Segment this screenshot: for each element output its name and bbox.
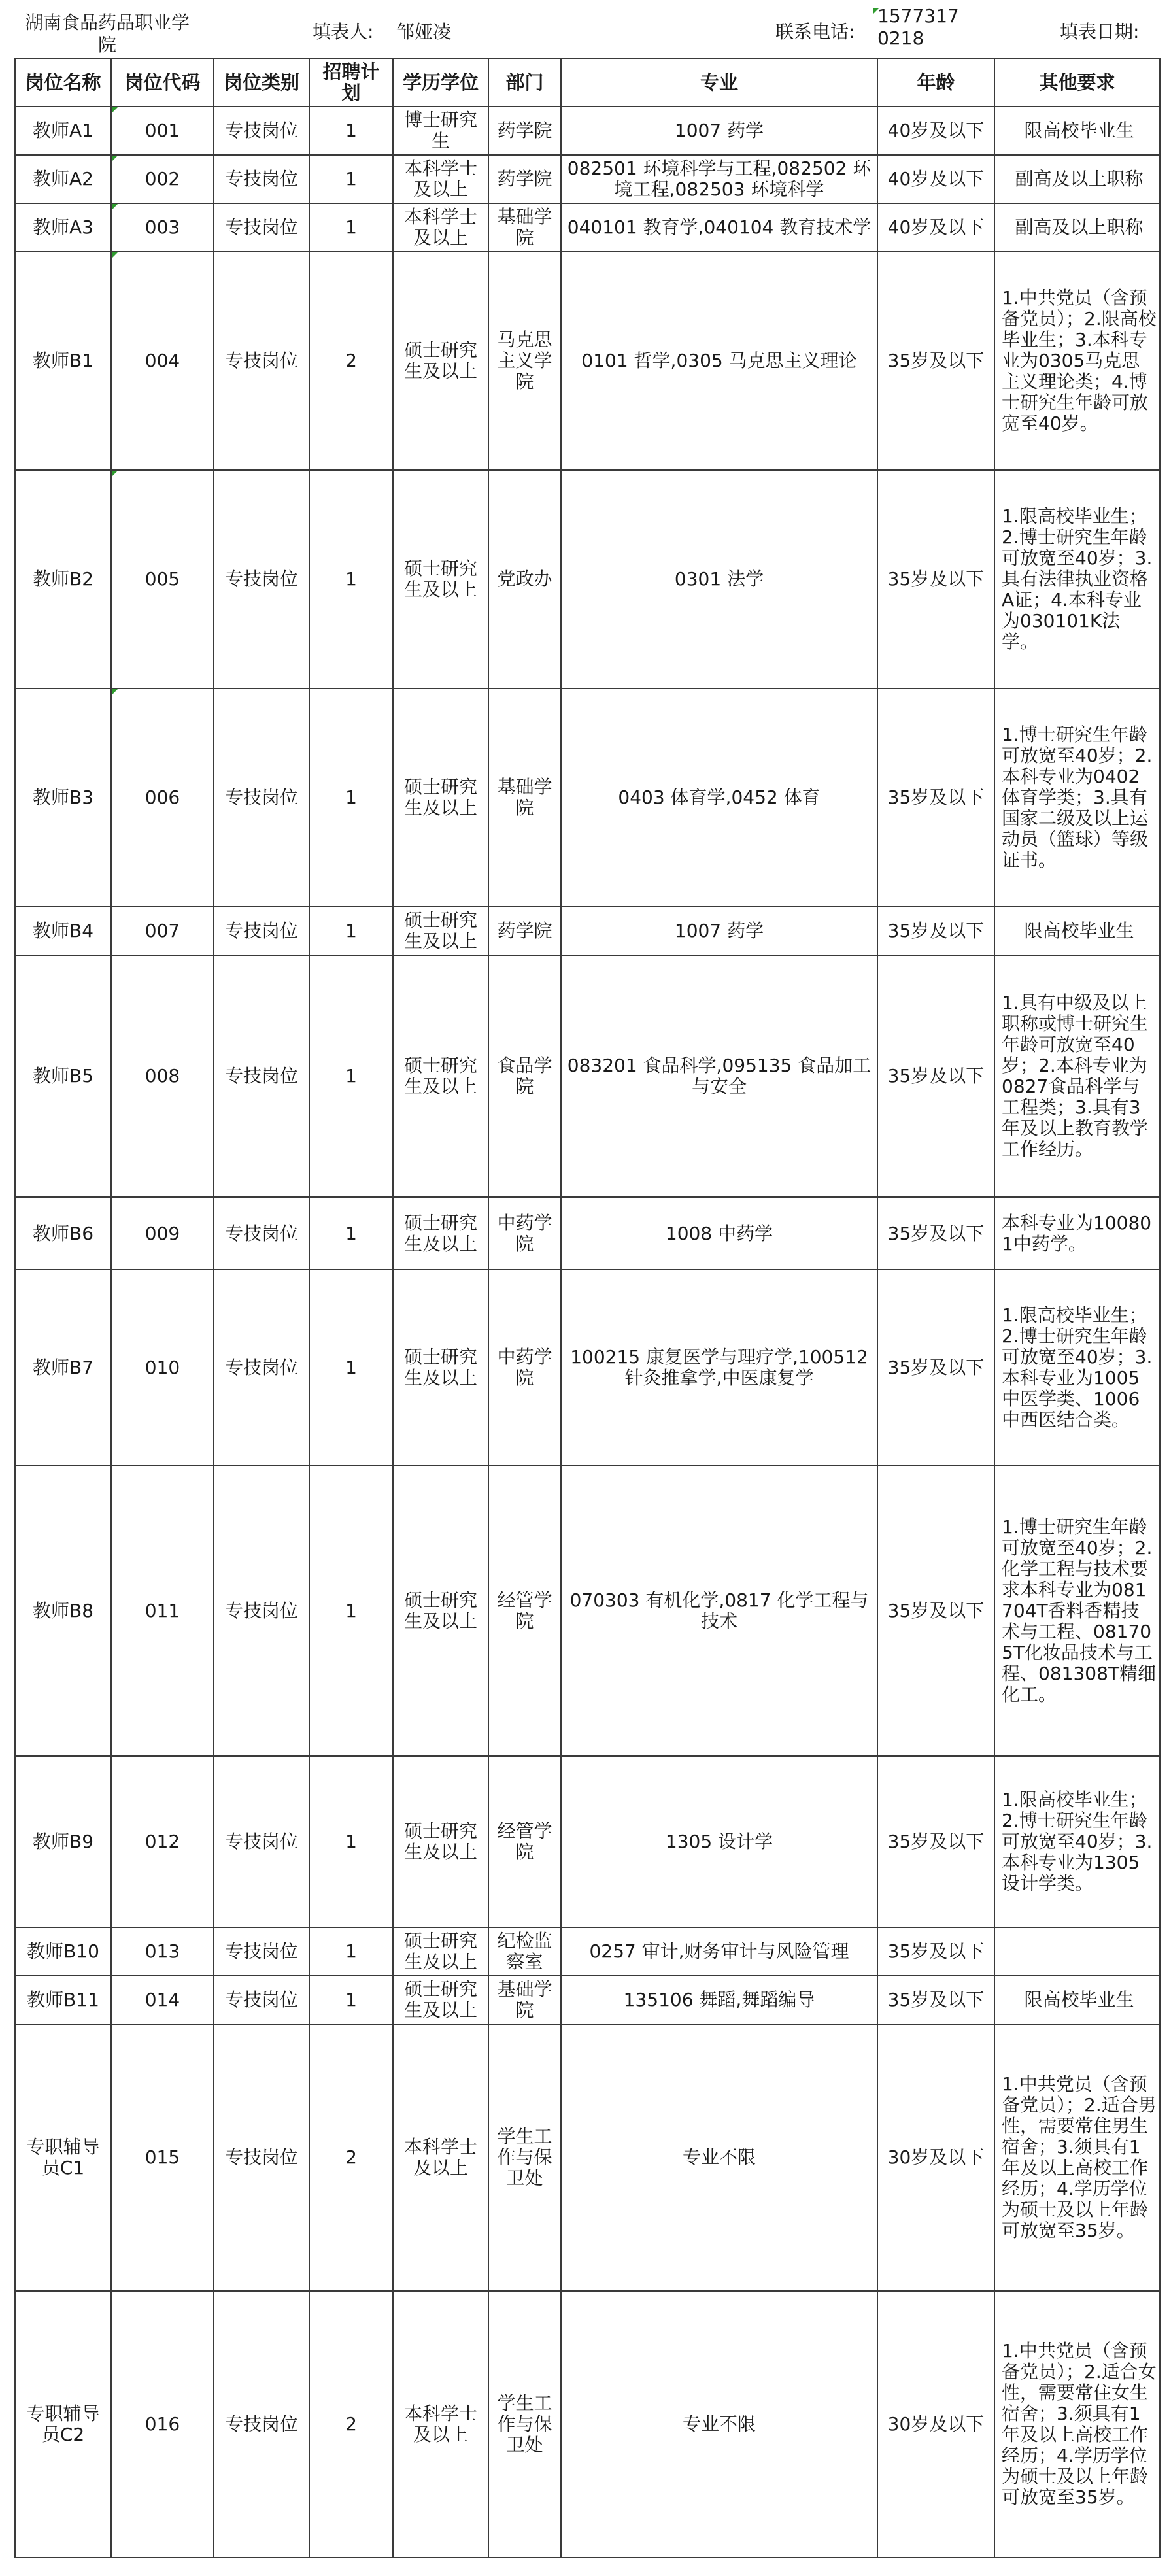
- cell-education[interactable]: 本科学士及以上: [393, 2291, 488, 2558]
- cell-age[interactable]: 35岁及以下: [877, 252, 994, 470]
- cell-dept[interactable]: 基础学院: [488, 688, 561, 907]
- cell-age[interactable]: 35岁及以下: [877, 688, 994, 907]
- table-header-row: [15, 58, 1160, 107]
- cell-other[interactable]: 1.博士研究生年龄可放宽至40岁；2.化学工程与技术要求本科专业为081704T香料香精技术与工程、081705T化妆品技术与工程、081308T精细化工。: [994, 1466, 1160, 1756]
- cell-dept[interactable]: 经管学院: [488, 1466, 561, 1756]
- cell-plan[interactable]: 1: [309, 1756, 393, 1927]
- cell-age[interactable]: 35岁及以下: [877, 1270, 994, 1466]
- cell-plan[interactable]: 1: [309, 1270, 393, 1466]
- table-row: [15, 203, 1160, 252]
- cell-plan[interactable]: 1: [309, 155, 393, 203]
- cell-dept[interactable]: 中药学院: [488, 1270, 561, 1466]
- table-row: [15, 907, 1160, 955]
- cell-education-text: 硕士研究生及以上: [403, 1979, 477, 2021]
- col-header-dept: 部门: [488, 58, 561, 107]
- cell-major[interactable]: 1007 药学: [561, 907, 877, 955]
- cell-category[interactable]: 专技岗位: [214, 1976, 309, 2024]
- cell-other[interactable]: 1.限高校毕业生；2.博士研究生年龄可放宽至40岁；3.本科专业为1305设计学类。: [994, 1756, 1160, 1927]
- cell-other[interactable]: 副高及以上职称: [994, 203, 1160, 252]
- cell-plan[interactable]: 1: [309, 470, 393, 688]
- table-row: [15, 1270, 1160, 1466]
- cell-name[interactable]: 教师B5: [15, 955, 111, 1197]
- cell-name[interactable]: 教师B1: [15, 252, 111, 470]
- cell-name[interactable]: 教师B10: [15, 1927, 111, 1976]
- cell-name[interactable]: 教师B9: [15, 1756, 111, 1927]
- cell-education[interactable]: [393, 107, 488, 155]
- cell-education[interactable]: 本科学士及以上: [393, 2024, 488, 2291]
- cell-name[interactable]: 教师A2: [15, 155, 111, 203]
- cell-major[interactable]: 040101 教育学,040104 教育技术学: [561, 203, 877, 252]
- cell-age[interactable]: 35岁及以下: [877, 470, 994, 688]
- col-header-plan: 招聘计划: [309, 58, 393, 107]
- table-row: [15, 1976, 1160, 2024]
- cell-dept[interactable]: 党政办: [488, 470, 561, 688]
- cell-education-text: 硕士研究生及以上: [403, 910, 477, 952]
- cell-name[interactable]: 教师B2: [15, 470, 111, 688]
- cell-category[interactable]: 专技岗位: [214, 2291, 309, 2558]
- cell-other[interactable]: 1.中共党员（含预备党员）；2.适合女性，需要常住女生宿舍；3.须具有1年及以上高校工作经历；4.学历学位为硕士及以上年龄可放宽至35岁。: [994, 2291, 1160, 2558]
- col-header-category: 岗位类别: [214, 58, 309, 107]
- cell-age[interactable]: 35岁及以下: [877, 907, 994, 955]
- cell-code[interactable]: 008: [111, 955, 214, 1197]
- cell-plan[interactable]: 2: [309, 252, 393, 470]
- cell-category[interactable]: 专技岗位: [214, 1197, 309, 1270]
- cell-category[interactable]: 专技岗位: [214, 1466, 309, 1756]
- cell-category[interactable]: 专技岗位: [214, 907, 309, 955]
- cell-dept[interactable]: 经管学院: [488, 1756, 561, 1927]
- cell-plan[interactable]: 1: [309, 1466, 393, 1756]
- cell-education[interactable]: 硕士研究生及以上: [393, 1197, 488, 1270]
- cell-name[interactable]: 教师A1: [15, 107, 111, 155]
- cell-code[interactable]: 013: [111, 1927, 214, 1976]
- cell-name[interactable]: 教师B11: [15, 1976, 111, 2024]
- cell-code[interactable]: 015: [111, 2024, 214, 2291]
- cell-name[interactable]: 教师B8: [15, 1466, 111, 1756]
- cell-education[interactable]: 硕士研究生及以上: [393, 1756, 488, 1927]
- cell-education-text: 博士研究生: [403, 110, 477, 152]
- cell-other[interactable]: 1.中共党员（含预备党员）；2.适合男性，需要常住男生宿舍；3.须具有1年及以上高校工作经历；4.学历学位为硕士及以上年龄可放宽至35岁。: [994, 2024, 1160, 2291]
- cell-dept[interactable]: [488, 1927, 561, 1976]
- cell-code[interactable]: 011: [111, 1466, 214, 1756]
- cell-code[interactable]: 012: [111, 1756, 214, 1927]
- cell-dept-text: 基础学院: [497, 1979, 552, 2021]
- cell-major[interactable]: 1305 设计学: [561, 1756, 877, 1927]
- cell-category[interactable]: 专技岗位: [214, 688, 309, 907]
- cell-code[interactable]: [111, 203, 214, 252]
- cell-age[interactable]: 35岁及以下: [877, 955, 994, 1197]
- cell-other[interactable]: 副高及以上职称: [994, 155, 1160, 203]
- cell-dept[interactable]: 中药学院: [488, 1197, 561, 1270]
- cell-plan[interactable]: 2: [309, 2291, 393, 2558]
- cell-name[interactable]: 专职辅导员C1: [15, 2024, 111, 2291]
- cell-education[interactable]: [393, 155, 488, 203]
- cell-education[interactable]: 硕士研究生及以上: [393, 688, 488, 907]
- cell-code[interactable]: [111, 252, 214, 470]
- cell-age[interactable]: 30岁及以下: [877, 2291, 994, 2558]
- cell-dept[interactable]: 学生工作与保卫处: [488, 2291, 561, 2558]
- cell-code-text: 002: [144, 168, 180, 190]
- cell-code-text: 005: [144, 568, 180, 590]
- cell-dept-text: 纪检监察室: [497, 1931, 552, 1973]
- cell-age[interactable]: 35岁及以下: [877, 1927, 994, 1976]
- cell-other[interactable]: 本科专业为100801中药学。: [994, 1197, 1160, 1270]
- cell-code[interactable]: [111, 155, 214, 203]
- cell-other[interactable]: 限高校毕业生: [994, 1976, 1160, 2024]
- table-row: [15, 155, 1160, 203]
- cell-major[interactable]: 100215 康复医学与理疗学,100512 针灸推拿学,中医康复学: [561, 1270, 877, 1466]
- cell-code-text: 004: [144, 350, 180, 371]
- cell-category[interactable]: 专技岗位: [214, 1270, 309, 1466]
- cell-education[interactable]: 硕士研究生及以上: [393, 1270, 488, 1466]
- cell-dept[interactable]: [488, 1976, 561, 2024]
- cell-age[interactable]: 40岁及以下: [877, 203, 994, 252]
- cell-education[interactable]: [393, 203, 488, 252]
- cell-major[interactable]: 专业不限: [561, 2291, 877, 2558]
- table-row: [15, 1756, 1160, 1927]
- cell-code[interactable]: 009: [111, 1197, 214, 1270]
- contact-label: 联系电话:: [775, 21, 855, 42]
- cell-major[interactable]: 0301 法学: [561, 470, 877, 688]
- cell-other[interactable]: 1.具有中级及以上职称或博士研究生年龄可放宽至40岁；2.本科专业为0827食品科学与工程类；3.具有3年及以上教育教学工作经历。: [994, 955, 1160, 1197]
- date-label: 填表日期:: [1060, 21, 1140, 42]
- cell-plan[interactable]: 1: [309, 107, 393, 155]
- cell-other[interactable]: 1.限高校毕业生；2.博士研究生年龄可放宽至40岁；3.本科专业为1005中医学类、1006中西医结合类。: [994, 1270, 1160, 1466]
- cell-dept[interactable]: [488, 203, 561, 252]
- cell-major[interactable]: 1007 药学: [561, 107, 877, 155]
- col-header-age: 年龄: [877, 58, 994, 107]
- org-name: 湖南食品药品职业学院: [24, 12, 190, 56]
- table-row: [15, 470, 1160, 688]
- cell-age[interactable]: 40岁及以下: [877, 155, 994, 203]
- cell-code[interactable]: 014: [111, 1976, 214, 2024]
- cell-major[interactable]: 0101 哲学,0305 马克思主义理论: [561, 252, 877, 470]
- cell-name[interactable]: 教师B7: [15, 1270, 111, 1466]
- cell-plan[interactable]: 1: [309, 1976, 393, 2024]
- cell-major[interactable]: 专业不限: [561, 2024, 877, 2291]
- cell-category[interactable]: 专技岗位: [214, 470, 309, 688]
- cell-code-text: 006: [144, 787, 180, 808]
- cell-category[interactable]: 专技岗位: [214, 107, 309, 155]
- cell-name[interactable]: 教师B3: [15, 688, 111, 907]
- cell-dept[interactable]: 药学院: [488, 155, 561, 203]
- contact-value: 15773170218: [877, 5, 959, 49]
- col-header-education: 学历学位: [393, 58, 488, 107]
- cell-dept-text: 基础学院: [497, 207, 552, 248]
- cell-other[interactable]: 1.限高校毕业生；2.博士研究生年龄可放宽至40岁；3.具有法律执业资格A证；4.本科专业为030101K法学。: [994, 470, 1160, 688]
- cell-code[interactable]: 010: [111, 1270, 214, 1466]
- cell-education[interactable]: [393, 1927, 488, 1976]
- cell-code[interactable]: 007: [111, 907, 214, 955]
- cell-category[interactable]: 专技岗位: [214, 203, 309, 252]
- cell-education-text: 本科学士及以上: [403, 207, 477, 248]
- table-row: [15, 107, 1160, 155]
- col-header-name: 岗位名称: [15, 58, 111, 107]
- cell-other[interactable]: 1.博士研究生年龄可放宽至40岁；2.本科专业为0402体育学类；3.具有国家二级及以上运动员（篮球）等级证书。: [994, 688, 1160, 907]
- table-row: [15, 252, 1160, 470]
- cell-major[interactable]: 0403 体育学,0452 体育: [561, 688, 877, 907]
- cell-age[interactable]: 40岁及以下: [877, 107, 994, 155]
- cell-code[interactable]: [111, 688, 214, 907]
- cell-age[interactable]: 35岁及以下: [877, 1756, 994, 1927]
- cell-education[interactable]: [393, 1976, 488, 2024]
- cell-other[interactable]: 1.中共党员（含预备党员）；2.限高校毕业生；3.本科专业为0305马克思主义理论类；4.博士研究生年龄可放宽至40岁。: [994, 252, 1160, 470]
- cell-category[interactable]: 专技岗位: [214, 955, 309, 1197]
- cell-age[interactable]: 35岁及以下: [877, 1197, 994, 1270]
- cell-plan[interactable]: 1: [309, 688, 393, 907]
- cell-category[interactable]: 专技岗位: [214, 155, 309, 203]
- cell-education[interactable]: 硕士研究生及以上: [393, 470, 488, 688]
- cell-education-text: 硕士研究生及以上: [403, 1931, 477, 1973]
- table-row: [15, 688, 1160, 907]
- cell-dept[interactable]: 马克思主义学院: [488, 252, 561, 470]
- table-row: [15, 1197, 1160, 1270]
- cell-dept[interactable]: 学生工作与保卫处: [488, 2024, 561, 2291]
- cell-code[interactable]: [111, 470, 214, 688]
- cell-name[interactable]: 教师B4: [15, 907, 111, 955]
- cell-name[interactable]: 教师A3: [15, 203, 111, 252]
- cell-age[interactable]: 35岁及以下: [877, 1466, 994, 1756]
- cell-plan[interactable]: 1: [309, 907, 393, 955]
- cell-category[interactable]: 专技岗位: [214, 252, 309, 470]
- col-header-other: 其他要求: [994, 58, 1160, 107]
- filler-label: 填表人:: [313, 21, 374, 42]
- cell-code[interactable]: 016: [111, 2291, 214, 2558]
- cell-category[interactable]: 专技岗位: [214, 2024, 309, 2291]
- cell-major[interactable]: 083201 食品科学,095135 食品加工与安全: [561, 955, 877, 1197]
- cell-age[interactable]: 35岁及以下: [877, 1976, 994, 2024]
- col-header-code: 岗位代码: [111, 58, 214, 107]
- cell-major[interactable]: 0257 审计,财务审计与风险管理: [561, 1927, 877, 1976]
- cell-major[interactable]: 135106 舞蹈,舞蹈编导: [561, 1976, 877, 2024]
- table-row: [15, 1927, 1160, 1976]
- sheet-header: [0, 0, 1169, 58]
- table-row: [15, 2291, 1160, 2558]
- cell-education[interactable]: 硕士研究生及以上: [393, 1466, 488, 1756]
- cell-plan[interactable]: 1: [309, 1927, 393, 1976]
- cell-dept[interactable]: 食品学院: [488, 955, 561, 1197]
- cell-plan[interactable]: 1: [309, 203, 393, 252]
- cell-name[interactable]: 专职辅导员C2: [15, 2291, 111, 2558]
- recruitment-table: [14, 58, 1161, 2558]
- cell-code-text: 001: [144, 120, 180, 141]
- table-row: [15, 2024, 1160, 2291]
- cell-name[interactable]: 教师B6: [15, 1197, 111, 1270]
- cell-major[interactable]: 1008 中药学: [561, 1197, 877, 1270]
- cell-code[interactable]: [111, 107, 214, 155]
- cell-plan[interactable]: 1: [309, 955, 393, 1197]
- cell-education[interactable]: 硕士研究生及以上: [393, 252, 488, 470]
- table-row: [15, 955, 1160, 1197]
- cell-major[interactable]: 082501 环境科学与工程,082502 环境工程,082503 环境科学: [561, 155, 877, 203]
- cell-education[interactable]: 硕士研究生及以上: [393, 955, 488, 1197]
- cell-plan[interactable]: 1: [309, 1197, 393, 1270]
- table-row: [15, 1466, 1160, 1756]
- cell-dept[interactable]: 药学院: [488, 107, 561, 155]
- cell-other[interactable]: 限高校毕业生: [994, 107, 1160, 155]
- cell-major[interactable]: 070303 有机化学,0817 化学工程与技术: [561, 1466, 877, 1756]
- cell-plan[interactable]: 2: [309, 2024, 393, 2291]
- cell-age[interactable]: 30岁及以下: [877, 2024, 994, 2291]
- cell-education-text: 本科学士及以上: [403, 158, 477, 200]
- filler-value: 邹娅凌: [396, 21, 452, 42]
- cell-category[interactable]: 专技岗位: [214, 1927, 309, 1976]
- cell-dept[interactable]: 药学院: [488, 907, 561, 955]
- cell-education[interactable]: [393, 907, 488, 955]
- cell-category[interactable]: 专技岗位: [214, 1756, 309, 1927]
- cell-code-text: 003: [144, 216, 180, 238]
- col-header-major: 专业: [561, 58, 877, 107]
- cell-other[interactable]: 限高校毕业生: [994, 907, 1160, 955]
- cell-other[interactable]: [994, 1927, 1160, 1976]
